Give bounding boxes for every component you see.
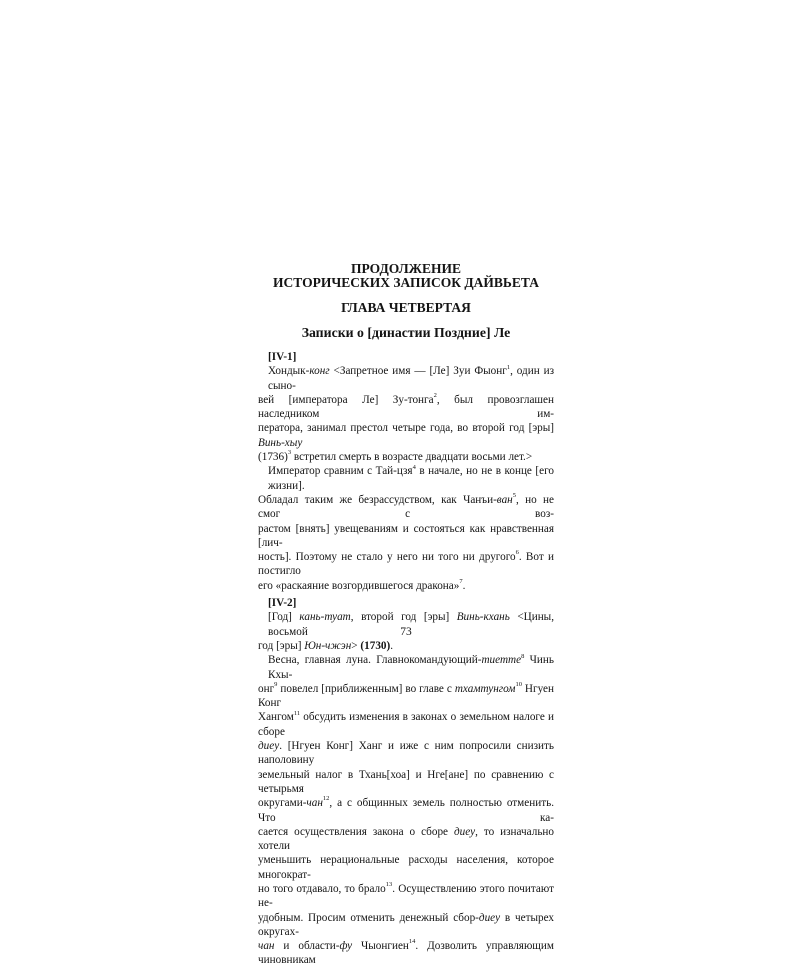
paragraph-line: диеу. [Нгуен Конг] Ханг и иже с ним попросили снизить наполовину [258,740,554,767]
paragraph-line: земельный налог в Тхань[хоа] и Нге[ане] по сравнению с четырьмя [258,768,554,795]
section-subtitle: Записки о [династии Поздние] Ле [301,325,511,340]
page-number: 73 [400,626,412,638]
paragraph-line: Обладал таким же безрассудством, как Чанъи-ван$^5$, но не смог с воз- [258,492,554,521]
paragraph-line: его «раскаяние возгордившегося дракона»$^7$. [258,578,466,592]
paragraph-line: Император сравним с Тай-цзя$^4$ в начале, но не в конце [его жизни]. [268,463,554,492]
paragraph-line: Хондык-конг <Запретное имя — [Ле] Зуи Фыонг$^1$, один из сыно- [268,363,554,392]
paragraph-line: онг$^9$ повелел [приближенным] во главе с тхамтунгом$^{10}$ Нгуен Конг [258,681,554,710]
paragraph-line: уменьшить нерациональные расходы населения, которое многократ- [258,854,554,881]
paragraph-line: вей [императора Ле] Зу-тонга$^2$, был провозглашен наследником им- [258,392,554,421]
title-line-1: ПРОДОЛЖЕНИЕ [350,261,462,276]
paragraph-line: удобным. Просим отменить денежный сбор-диеу в четырех округах- [258,911,554,938]
paragraph-line: но того отдавало, то брало$^{13}$. Осуществлению этого почитают не- [258,881,554,910]
paragraph-line: Весна, главная луна. Главнокомандующий-тиетте$^8$ Чинь Кхы- [268,652,554,681]
paragraph-line: Хангом$^{11}$ обсудить изменения в законах о земельном налоге и сборе [258,709,554,738]
chapter-heading: ГЛАВА ЧЕТВЕРТАЯ [341,300,471,315]
paragraph-line: растом [внять] увещеваниям и состояться как нравственная [лич- [258,522,554,549]
title-line-2: ИСТОРИЧЕСКИХ ЗАПИСОК ДАЙВЬЕТА [273,275,539,290]
paragraph-line: округами-чан$^{12}$, а с общинных земель полностью отменить. Что ка- [258,795,554,824]
paragraph-line: ность]. Поэтому не стало у него ни того ни другого$^6$. Вот и постигло [258,549,554,578]
paragraph-line: $(1736)^3$ встретил смерть в возрасте двадцати восьми лет.> [258,449,533,464]
body-text [258,350,554,968]
paragraph-line: сается осуществления закона о сборе диеу, то изначально хотели [258,825,555,853]
section-label-iv-1: [IV-1] [268,351,297,363]
section-label-iv-2: [IV-2] [268,597,297,610]
paragraph-line: [Год] кань-туат, второй год [эры] Винь-кхань <Цины, восьмой [268,611,554,638]
paragraph-line: ператора, занимал престол четыре года, во второй год [эры] Винь-хыу [258,422,554,449]
paragraph-line: год [эры] Юн-чжэн> (1730). [258,639,394,652]
paragraph-line: чан и области-фу Чыонгиен$^{14}$. Дозволить управляющим чиновникам [258,938,554,967]
